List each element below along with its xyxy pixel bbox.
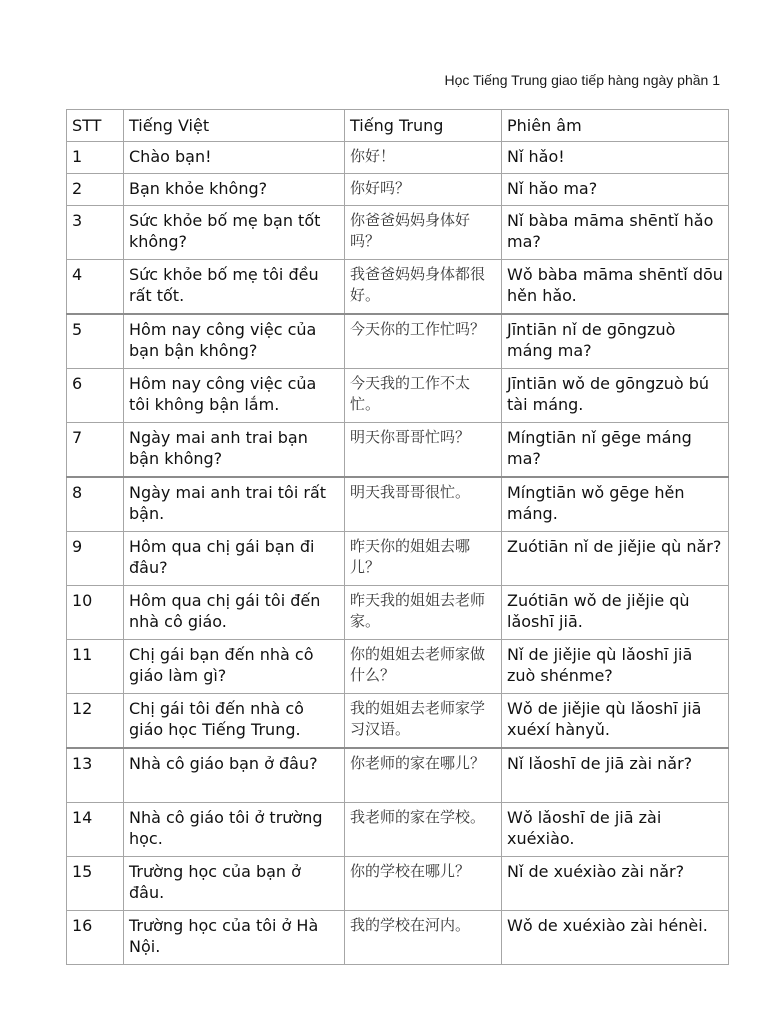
table-row xyxy=(67,748,729,803)
cell-pinyin: Wǒ lǎoshī de jiā zài xuéxiào. xyxy=(502,803,729,857)
document-title: Học Tiếng Trung giao tiếp hàng ngày phần 1 xyxy=(444,72,720,88)
table-row xyxy=(67,586,729,640)
cell-stt: 13 xyxy=(67,748,124,803)
cell-stt: 2 xyxy=(67,174,124,206)
table-row xyxy=(67,369,729,423)
table-row xyxy=(67,694,729,749)
header-vietnamese: Tiếng Việt xyxy=(124,110,345,142)
table-row xyxy=(67,423,729,478)
cell-chinese: 今天我的工作不太忙。 xyxy=(345,369,502,423)
cell-vietnamese: Sức khỏe bố mẹ bạn tốt không? xyxy=(124,206,345,260)
cell-pinyin: Míngtiān nǐ gēge máng ma? xyxy=(502,423,729,478)
cell-vietnamese: Hôm qua chị gái tôi đến nhà cô giáo. xyxy=(124,586,345,640)
cell-vietnamese: Trường học của bạn ở đâu. xyxy=(124,857,345,911)
header-pinyin: Phiên âm xyxy=(502,110,729,142)
cell-stt: 15 xyxy=(67,857,124,911)
cell-pinyin: Nǐ hǎo! xyxy=(502,142,729,174)
cell-chinese: 明天我哥哥很忙。 xyxy=(345,477,502,532)
cell-chinese: 我的姐姐去老师家学习汉语。 xyxy=(345,694,502,749)
table-row xyxy=(67,911,729,965)
cell-stt: 8 xyxy=(67,477,124,532)
cell-stt: 3 xyxy=(67,206,124,260)
cell-chinese: 我老师的家在学校。 xyxy=(345,803,502,857)
cell-pinyin: Nǐ bàba māma shēntǐ hǎo ma? xyxy=(502,206,729,260)
header-stt: STT xyxy=(67,110,124,142)
cell-stt: 11 xyxy=(67,640,124,694)
table-row xyxy=(67,857,729,911)
cell-vietnamese: Hôm nay công việc của tôi không bận lắm. xyxy=(124,369,345,423)
cell-vietnamese: Ngày mai anh trai tôi rất bận. xyxy=(124,477,345,532)
cell-stt: 4 xyxy=(67,260,124,315)
table-header-row xyxy=(67,110,729,142)
cell-pinyin: Zuótiān nǐ de jiějie qù nǎr? xyxy=(502,532,729,586)
cell-vietnamese: Chị gái tôi đến nhà cô giáo học Tiếng Trung. xyxy=(124,694,345,749)
cell-stt: 7 xyxy=(67,423,124,478)
cell-pinyin: Jīntiān nǐ de gōngzuò máng ma? xyxy=(502,314,729,369)
header-chinese: Tiếng Trung xyxy=(345,110,502,142)
cell-chinese: 明天你哥哥忙吗？ xyxy=(345,423,502,478)
table-row xyxy=(67,142,729,174)
cell-chinese: 昨天你的姐姐去哪儿？ xyxy=(345,532,502,586)
cell-chinese: 我的学校在河内。 xyxy=(345,911,502,965)
cell-stt: 16 xyxy=(67,911,124,965)
cell-vietnamese: Bạn khỏe không? xyxy=(124,174,345,206)
cell-pinyin: Nǐ lǎoshī de jiā zài nǎr? xyxy=(502,748,729,803)
cell-chinese: 你好吗？ xyxy=(345,174,502,206)
cell-pinyin: Nǐ hǎo ma? xyxy=(502,174,729,206)
cell-pinyin: Wǒ de xuéxiào zài hénèi. xyxy=(502,911,729,965)
cell-pinyin: Míngtiān wǒ gēge hěn máng. xyxy=(502,477,729,532)
cell-chinese: 你爸爸妈妈身体好吗？ xyxy=(345,206,502,260)
cell-vietnamese: Sức khỏe bố mẹ tôi đều rất tốt. xyxy=(124,260,345,315)
cell-pinyin: Wǒ bàba māma shēntǐ dōu hěn hǎo. xyxy=(502,260,729,315)
cell-chinese: 你好！ xyxy=(345,142,502,174)
cell-chinese: 你的学校在哪儿？ xyxy=(345,857,502,911)
cell-vietnamese: Chị gái bạn đến nhà cô giáo làm gì? xyxy=(124,640,345,694)
table-row xyxy=(67,640,729,694)
cell-vietnamese: Nhà cô giáo bạn ở đâu? xyxy=(124,748,345,803)
cell-chinese: 今天你的工作忙吗？ xyxy=(345,314,502,369)
cell-stt: 5 xyxy=(67,314,124,369)
cell-vietnamese: Trường học của tôi ở Hà Nội. xyxy=(124,911,345,965)
cell-vietnamese: Hôm qua chị gái bạn đi đâu? xyxy=(124,532,345,586)
table-row xyxy=(67,206,729,260)
cell-stt: 10 xyxy=(67,586,124,640)
cell-stt: 14 xyxy=(67,803,124,857)
cell-vietnamese: Hôm nay công việc của bạn bận không? xyxy=(124,314,345,369)
cell-pinyin: Zuótiān wǒ de jiějie qù lǎoshī jiā. xyxy=(502,586,729,640)
table-row xyxy=(67,260,729,315)
cell-pinyin: Jīntiān wǒ de gōngzuò bú tài máng. xyxy=(502,369,729,423)
cell-chinese: 你老师的家在哪儿？ xyxy=(345,748,502,803)
cell-chinese: 昨天我的姐姐去老师家。 xyxy=(345,586,502,640)
table-row xyxy=(67,314,729,369)
cell-stt: 12 xyxy=(67,694,124,749)
table-row xyxy=(67,803,729,857)
cell-pinyin: Nǐ de xuéxiào zài nǎr? xyxy=(502,857,729,911)
table-row xyxy=(67,174,729,206)
cell-chinese: 我爸爸妈妈身体都很好。 xyxy=(345,260,502,315)
table-row xyxy=(67,477,729,532)
cell-vietnamese: Chào bạn! xyxy=(124,142,345,174)
cell-chinese: 你的姐姐去老师家做什么？ xyxy=(345,640,502,694)
cell-stt: 9 xyxy=(67,532,124,586)
vocabulary-table xyxy=(66,109,729,965)
cell-stt: 6 xyxy=(67,369,124,423)
cell-vietnamese: Nhà cô giáo tôi ở trường học. xyxy=(124,803,345,857)
cell-stt: 1 xyxy=(67,142,124,174)
cell-pinyin: Wǒ de jiějie qù lǎoshī jiā xuéxí hànyǔ. xyxy=(502,694,729,749)
table-row xyxy=(67,532,729,586)
cell-vietnamese: Ngày mai anh trai bạn bận không? xyxy=(124,423,345,478)
cell-pinyin: Nǐ de jiějie qù lǎoshī jiā zuò shénme? xyxy=(502,640,729,694)
